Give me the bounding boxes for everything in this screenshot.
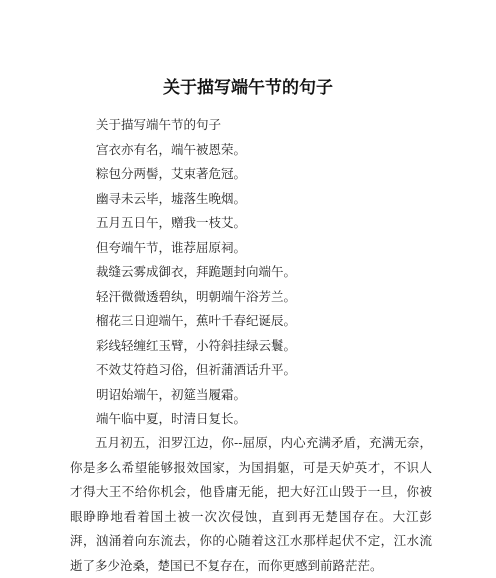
verse-line: 但夸端午节，谁荐屈原祠。 — [96, 239, 247, 255]
verse-line: 彩线轻缠红玉臂，小符斜挂绿云鬟。 — [96, 337, 297, 353]
document-title: 关于描写端午节的句子 — [163, 78, 333, 98]
verse-line: 明诏始端午，初筵当履霜。 — [96, 386, 247, 402]
verse-lines — [96, 113, 476, 432]
verse-line: 五月五日午，赠我一枝艾。 — [96, 215, 247, 230]
verse-line: 轻汗微微透碧纨，明朝端午浴芳兰。 — [96, 288, 297, 304]
verse-line: 粽包分两髻，艾束著危冠。 — [96, 166, 247, 181]
verse-line: 不效艾符趋习俗，但祈蒲酒话升平。 — [96, 362, 297, 377]
verse-line: 裁缝云雾成御衣，拜跪题封向端午。 — [96, 264, 297, 279]
verse-line: 榴花三日迎端午，蕉叶千春纪诞辰。 — [96, 313, 297, 328]
verse-line: 宫衣亦有名，端午被恩荣。 — [96, 141, 247, 157]
verse-line: 幽寻未云毕，墟落生晚烟。 — [96, 190, 247, 206]
body-paragraph: 五月初五，汨罗江边，你--屈原，内心充满矛盾，充满无奈，你是多么希望能够报效国家，为国捐躯，可是天妒英才，不识人才得大王不给你机会，他昏庸无能，把大好江山毁于一旦，你被眼睁睁地看着国土被一次次侵蚀，直到再无楚国存在。大江彭湃，汹涌着向东流去，你的心随着这江水那样起伏不定，江水流逝了多少沧桑，楚国已不复存在，而你更感到前路茫茫。 — [70, 435, 432, 573]
verse-line: 关于描写端午节的句子 — [96, 117, 222, 132]
verse-line: 端午临中夏，时清日复长。 — [96, 411, 247, 426]
